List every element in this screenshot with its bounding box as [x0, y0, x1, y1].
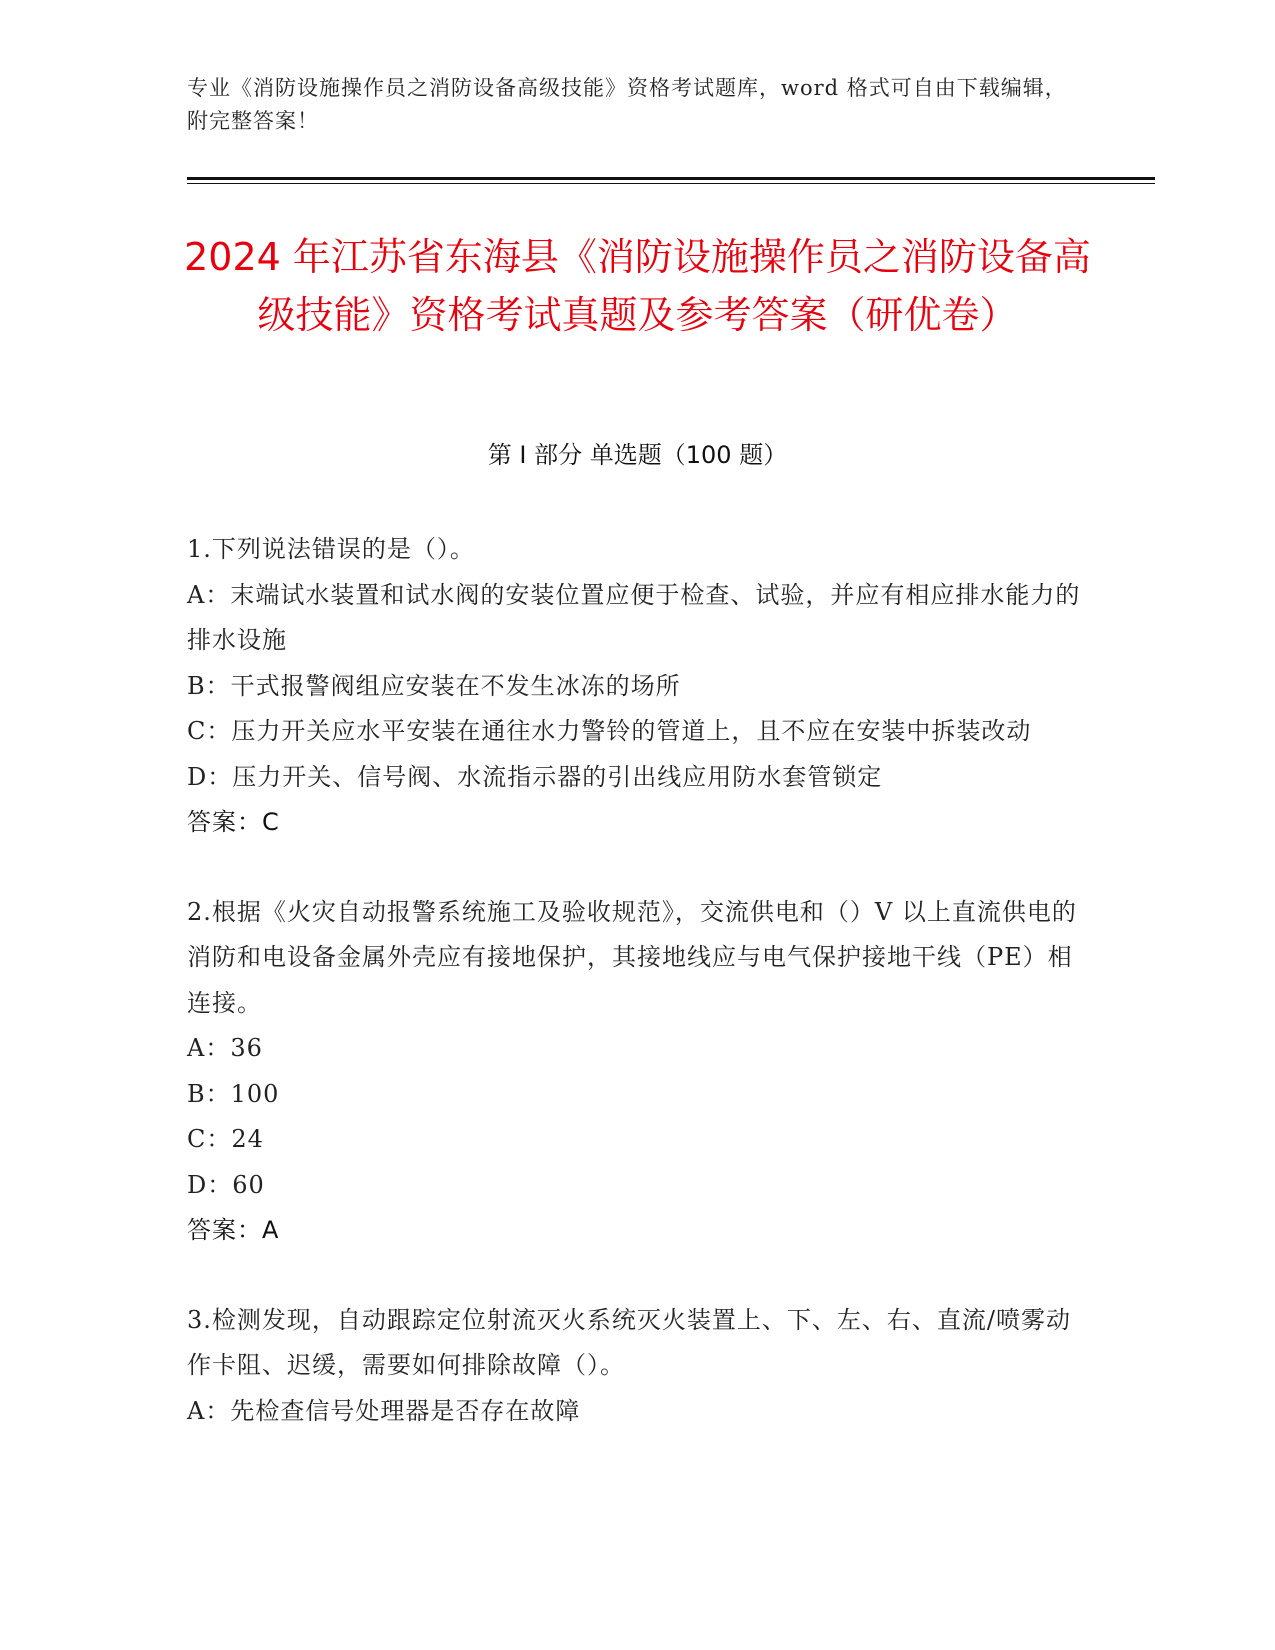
option-c: C：压力开关应水平安装在通往水力警铃的管道上，且不应在安装中拆装改动 — [187, 717, 1032, 745]
header-note: 专业《消防设施操作员之消防设备高级技能》资格考试题库，word 格式可自由下载编辑，附完整答案！ — [187, 76, 1067, 133]
answer-line: 答案：C — [187, 808, 280, 836]
question-2 — [187, 890, 1082, 1254]
question-stem: 1.下列说法错误的是（）。 — [187, 535, 475, 563]
option-b: B：干式报警阀组应安装在不发生冰冻的场所 — [187, 671, 681, 700]
option-d: D：压力开关、信号阀、水流指示器的引出线应用防水套管锁定 — [187, 762, 883, 791]
question-list — [187, 527, 1082, 1478]
section-title: 第 I 部分 单选题（100 题） — [487, 441, 788, 469]
question-stem: 3.检测发现，自动跟踪定位射流灭火系统灭火装置上、下、左、右、直流/喷雾动作卡阻、迟缓，需要如何排除故障（）。 — [187, 1305, 1071, 1379]
header-divider-thick — [187, 177, 1155, 180]
question-stem: 2.根据《火灾自动报警系统施工及验收规范》，交流供电和（）V 以上直流供电的消防和电设备金属外壳应有接地保护，其接地线应与电气保护接地干线（PE）相连接。 — [187, 897, 1077, 1017]
option-a: A：36 — [187, 1034, 263, 1062]
option-a: A：先检查信号处理器是否存在故障 — [187, 1396, 581, 1425]
option-c: C：24 — [187, 1125, 264, 1153]
document-title: 2024 年江苏省东海县《消防设施操作员之消防设备高级技能》资格考试真题及参考答案（研优卷） — [184, 235, 1091, 337]
question-1 — [187, 527, 1082, 846]
option-d: D：60 — [187, 1170, 265, 1199]
question-3 — [187, 1298, 1082, 1435]
option-a: A：末端试水装置和试水阀的安装位置应便于检查、试验，并应有相应排水能力的排水设施 — [187, 580, 1081, 654]
answer-line: 答案：A — [187, 1216, 280, 1244]
header-divider-thin — [187, 183, 1155, 184]
option-b: B：100 — [187, 1079, 280, 1108]
